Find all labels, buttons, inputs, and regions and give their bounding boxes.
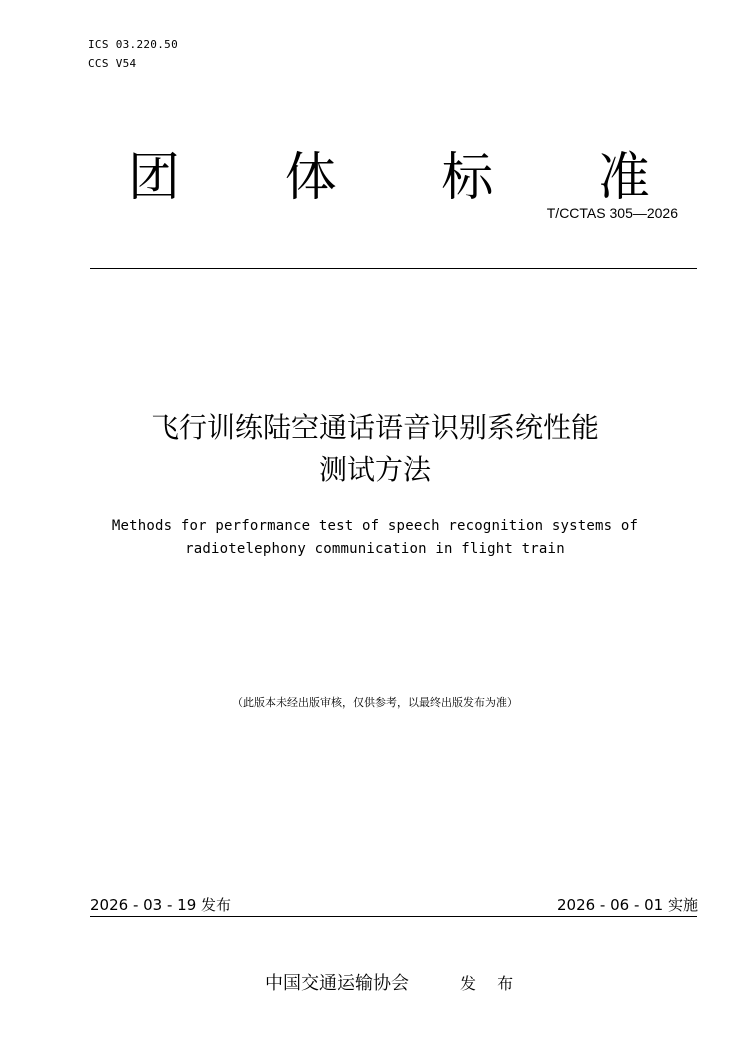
publisher-name: 中国交通运输协会 <box>265 973 409 994</box>
english-title-line-1: Methods for performance test of speech recognition systems of <box>111 518 639 534</box>
heading-char-1: 团 <box>128 148 181 208</box>
top-divider <box>90 268 697 269</box>
english-title-line-2: radiotelephony communication in flight train <box>185 541 565 557</box>
ccs-code: CCS V54 <box>88 57 137 70</box>
heading-char-2: 体 <box>284 148 337 208</box>
bottom-divider <box>90 916 697 917</box>
heading-char-3: 标 <box>441 148 494 208</box>
ics-code: ICS 03.220.50 <box>88 38 178 51</box>
heading-char-4: 准 <box>597 148 650 208</box>
publish-label: 发 布 <box>460 974 522 993</box>
chinese-title-line-1: 飞行训练陆空通话语音识别系统性能 <box>150 411 599 444</box>
chinese-title-line-2: 测试方法 <box>318 453 431 486</box>
standard-type-heading <box>128 148 650 208</box>
draft-notice: （此版本未经出版审核，仅供参考，以最终出版发布为准） <box>232 696 518 709</box>
implementation-date: 2026 - 06 - 01 实施 <box>556 896 698 914</box>
issue-date: 2026 - 03 - 19 发布 <box>90 896 232 914</box>
standard-number: T/CCTAS 305—2026 <box>546 205 678 221</box>
